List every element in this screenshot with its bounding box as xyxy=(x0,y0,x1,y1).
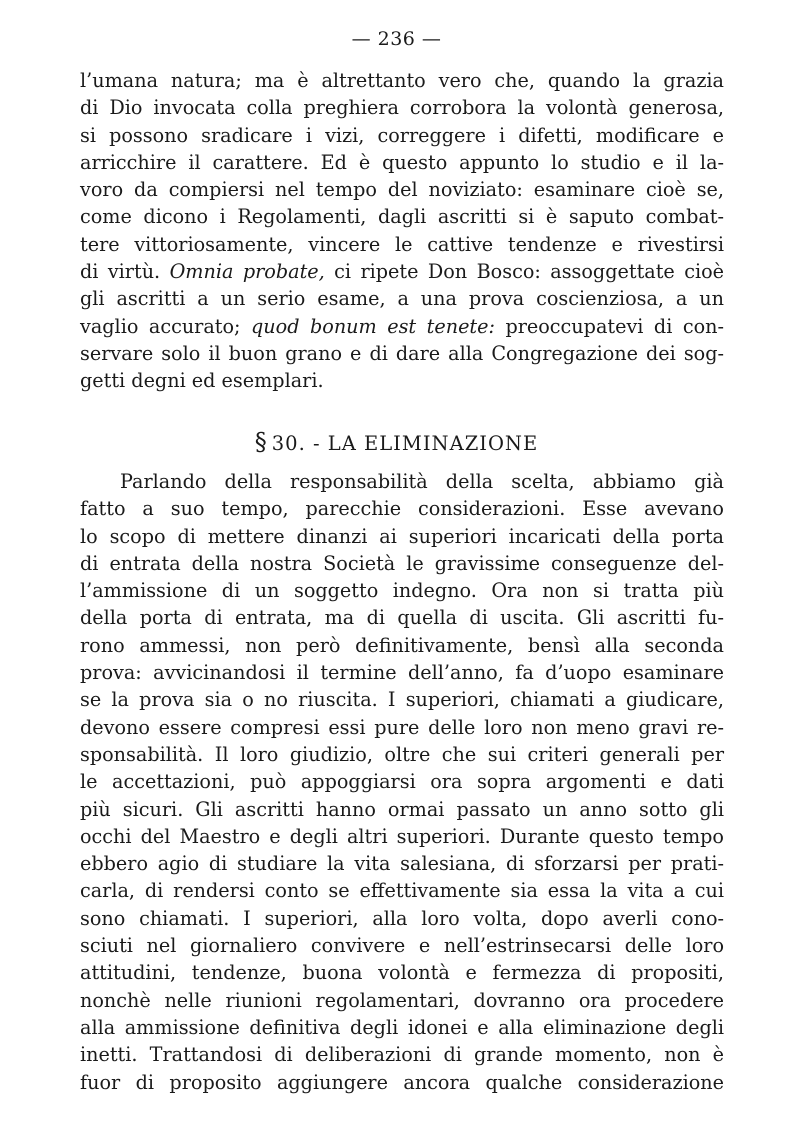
text-line: getti degni ed esemplari. xyxy=(80,369,324,393)
section-symbol: § xyxy=(254,428,268,456)
text-run: di virtù. xyxy=(80,260,170,284)
text-line xyxy=(80,313,724,340)
text-line: si possono sradicare i vizi, correggere i difetti, modificare e xyxy=(80,123,724,147)
text-line: sono chiamati. I superiori, alla loro volta, dopo averli cono- xyxy=(80,906,724,930)
text-line: l’umana natura; ma è altrettanto vero che, quando la grazia xyxy=(80,69,724,92)
text-line: sciuti nel giornaliero convivere e nell’estrinsecarsi delle loro xyxy=(80,934,724,958)
text-line: inetti. Trattandosi di deliberazioni di grande momento, non è xyxy=(80,1043,724,1067)
text-line: attitudini, tendenze, buona volontà e fermezza di propositi, xyxy=(80,961,724,985)
text-line: sponsabilità. Il loro giudizio, oltre che sui criteri generali per xyxy=(80,742,724,766)
text-line: carla, di rendersi conto se effettivamente sia essa la vita a cui xyxy=(80,879,724,903)
text-line: Parlando della responsabilità della scelta, abbiamo già xyxy=(120,470,724,493)
text-line: ebbero agio di studiare la vita salesiana, di sforzarsi per prati- xyxy=(80,852,724,876)
text-line: prova: avvicinandosi il termine dell’anno, fa d’uopo esaminare xyxy=(80,661,724,685)
text-line: se la prova sia o no riuscita. I superiori, chiamati a giudicare, xyxy=(80,688,724,712)
text-run: vaglio accurato; xyxy=(80,314,252,338)
text-line: tere vittoriosamente, vincere le cattive tendenze e rivestirsi xyxy=(80,232,724,256)
paragraph-2 xyxy=(80,468,724,1096)
text-line: rono ammessi, non però definitivamente, bensì alla seconda xyxy=(80,633,724,657)
text-line: gli ascritti a un serio esame, a una prova coscienziosa, a un xyxy=(80,287,724,311)
latin-quote: Omnia probate, xyxy=(169,260,325,284)
text-line xyxy=(80,258,724,285)
text-line: arricchire il carattere. Ed è questo appunto lo studio e il la- xyxy=(80,150,724,174)
text-line: come dicono i Regolamenti, dagli ascritti si è saputo combat- xyxy=(80,205,724,229)
section-heading xyxy=(0,428,793,456)
latin-quote: quod bonum est tenete: xyxy=(251,314,495,338)
text-line: l’ammissione di un soggetto indegno. Ora non si tratta più xyxy=(80,579,724,603)
text-line: più sicuri. Gli ascritti hanno ormai passato un anno sotto gli xyxy=(80,797,724,821)
text-line: le accettazioni, può appoggiarsi ora sopra argomenti e dati xyxy=(80,770,724,794)
text-line: lo scopo di mettere dinanzi ai superiori incaricati della porta xyxy=(80,524,724,548)
paragraph-1 xyxy=(80,67,724,395)
text-line: servare solo il buon grano e di dare alla Congregazione dei sog- xyxy=(80,341,724,365)
section-title: 30. - LA ELIMINAZIONE xyxy=(271,432,539,455)
page-number: — 236 — xyxy=(351,28,442,50)
text-line: fatto a suo tempo, parecchie considerazioni. Esse avevano xyxy=(80,497,724,521)
text-run: ci ripete Don Bosco: assoggettate cioè xyxy=(324,260,724,284)
text-line: nonchè nelle riunioni regolamentari, dovranno ora procedere xyxy=(80,988,724,1012)
text-line: voro da compiersi nel tempo del noviziato: esaminare cioè se, xyxy=(80,178,724,202)
text-line: di entrata della nostra Società le gravissime conseguenze del- xyxy=(80,551,724,575)
text-line: fuor di proposito aggiungere ancora qualche considerazione xyxy=(80,1070,724,1094)
text-line: occhi del Maestro e degli altri superiori. Durante questo tempo xyxy=(80,824,724,848)
text-line: di Dio invocata colla preghiera corrobora la volontà generosa, xyxy=(80,96,724,120)
text-line: alla ammissione definitiva degli idonei e alla eliminazione degli xyxy=(80,1015,724,1039)
text-line: devono essere compresi essi pure delle loro non meno gravi re- xyxy=(80,715,724,739)
text-run: preoccupatevi di con- xyxy=(494,314,724,338)
text-line: della porta di entrata, ma di quella di uscita. Gli ascritti fu- xyxy=(80,606,724,630)
